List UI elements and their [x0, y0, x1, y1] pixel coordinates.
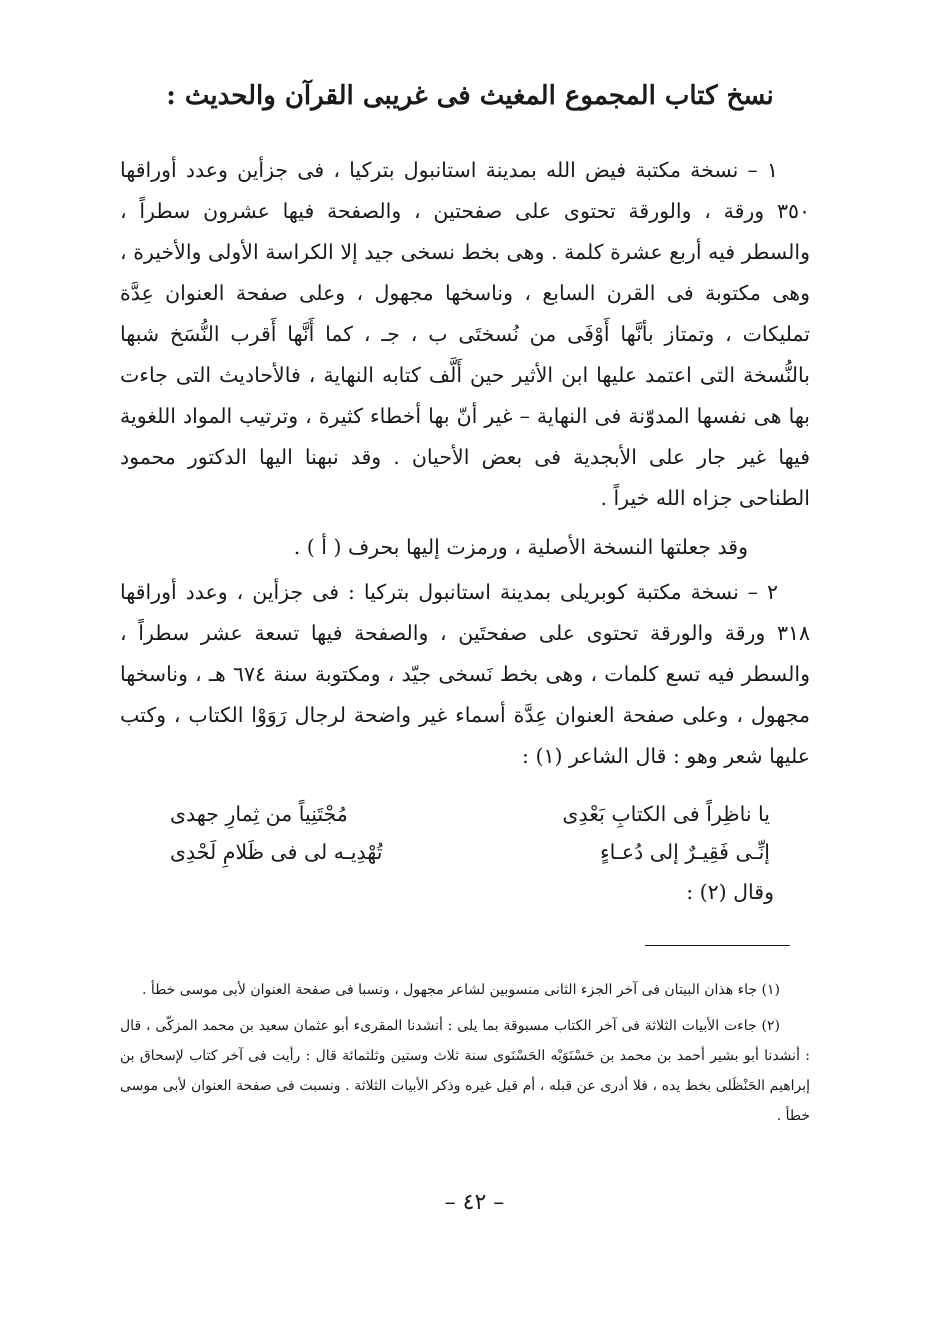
verse-row [170, 833, 770, 871]
qala-line: وقال (٢) : [686, 880, 774, 904]
verse-second-hemistich: تُهْدِيـه لى فى ظَلامِ لَحْدِى [170, 840, 383, 864]
footnote-1: (١) جاء هذان البيتان فى آخر الجزء الثانى منسوبين لشاعر مجهول ، ونسبا فى صفحة العنوان لأبى موسى خطأ . [142, 982, 780, 998]
footnotes [120, 975, 810, 1131]
verse-first-hemistich: يا ناظِراً فى الكتابِ بَعْدِى [562, 802, 770, 826]
manuscript-symbol-note [120, 527, 810, 568]
footnote-2: (٢) جاءت الأبيات الثلاثة فى آخر الكتاب مسبوقة بما يلى : أنشدنا المقرىء أبو عثمان سعيد بن محمد المزكّى ، قال : أنشدنا أبو بشير أحمد بن محمد بن حَسْنَوَيْه الحَسْنَوى سنة ثلاث وستين وثلثمائة قال : رأيت فى آخر كتاب لإسحاق بن إبراهيم الحَنْظَلى بخط يده ، فلا أدرى عن قبله ، أم قيل غيره وذكر الأبيات الثلاثة . ونسبت فى صفحة العنوان لأبى موسى خطأ . [120, 1018, 810, 1124]
manuscript-description-1 [120, 150, 810, 519]
verse-row [170, 795, 770, 833]
verse-first-hemistich: إنِّـى فَقِيـرٌ إلى دُعـاءٍ [600, 840, 770, 864]
verse-second-hemistich: مُجْتَنِياً من ثِمارِ جهدى [170, 802, 348, 826]
paragraph-1-note: وقد جعلتها النسخة الأصلية ، ورمزت إليها بحرف ( أ ) . [293, 535, 748, 559]
paragraph-2: ٢ – نسخة مكتبة كوبريلى بمدينة استانبول بتركيا : فى جزأين ، وعدد أوراقها ٣١٨ ورقة والورقة تحتوى على صفحتَين ، والصفحة فيها تسعة عشر سطراً ، والسطر فيه تسع كلمات ، وهى بخط نَسخى جيّد ، ومكتوبة سنة ٦٧٤ هـ ، وناسخها مجهول ، وعلى صفحة العنوان عِدَّة أسماء غير واضحة لرجال رَوَوْا الكتاب ، وكتب عليها شعر وهو : قال الشاعر (١) : [120, 580, 810, 768]
page-number: – ٤٢ – [444, 1190, 505, 1215]
page-title: نسخ كتاب المجموع المغيث فى غريبى القرآن والحديث : [166, 81, 774, 111]
paragraph-1: ١ – نسخة مكتبة فيض الله بمدينة استانبول بتركيا ، فى جزأين وعدد أوراقها ٣٥٠ ورقة ، والورقة تحتوى على صفحتين ، والصفحة فيها عشرون سطراً ، والسطر فيه أربع عشرة كلمة . وهى بخط نسخى جيد إلا الكراسة الأولى والأخيرة ، وهى مكتوبة فى القرن السابع ، وناسخها مجهول ، وعلى صفحة العنوان عِدَّة تمليكات ، وتمتاز بأنَّها أَوْفَى من نُسختَى ب ، جـ ، كما أَنَّها أَقرب النُّسَخ شبها بالنُّسخة التى اعتمد عليها ابن الأثير حين أَلَّف كتابه النهاية ، فالأحاديث التى جاءت بها هى نفسها المدوّنة فى النهاية – غير أنّ بها أخطاء كثيرة ، وترتيب المواد اللغوية فيها غير جار على الأبجدية فى بعض الأحيان . وقد نبهنا اليها الدكتور محمود الطناحى جزاه الله خيراً . [120, 158, 810, 510]
poem-verse [170, 795, 770, 833]
footnote-separator [645, 945, 790, 946]
manuscript-description-2 [120, 572, 810, 777]
poem-verse [170, 833, 770, 871]
